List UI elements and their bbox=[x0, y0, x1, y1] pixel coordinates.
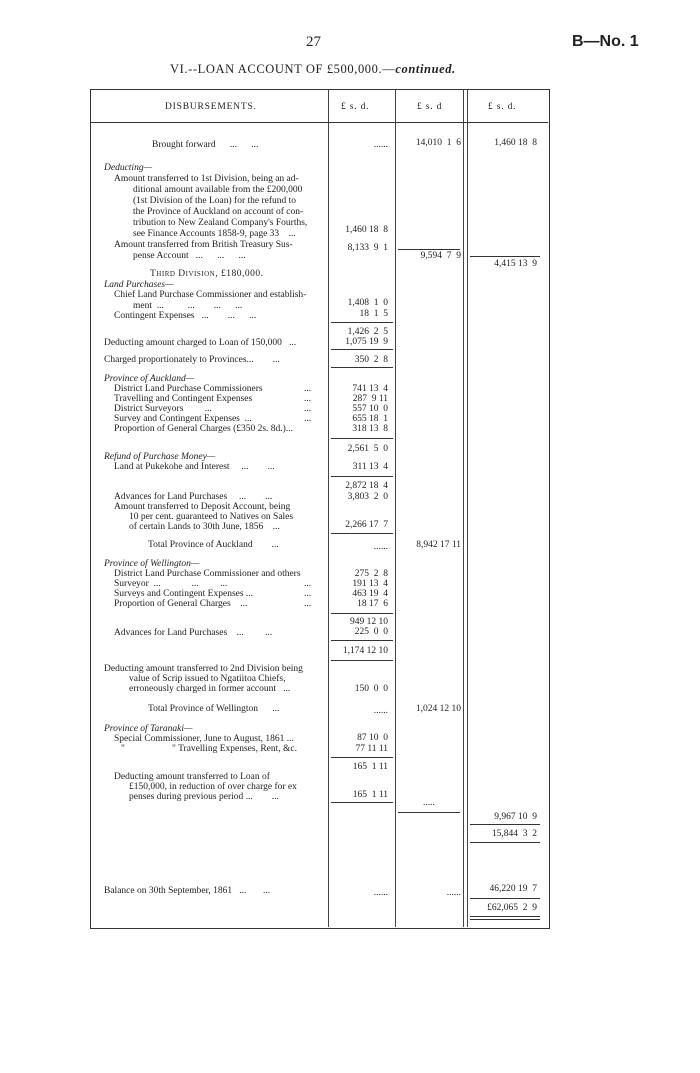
cell-value: 318 13 8 bbox=[352, 424, 388, 434]
row-label: Advances for Land Purchases ... ... bbox=[114, 492, 273, 502]
row-label: Deducting amount charged to Loan of 150,000 ... bbox=[104, 338, 297, 348]
sum-rule bbox=[470, 824, 540, 825]
row-label: tribution to New Zealand Company's Fourths, bbox=[133, 218, 308, 228]
row-label: Special Commissioner, June to August, 1861 ... bbox=[114, 734, 294, 744]
header-lsd: £ s. d. bbox=[341, 102, 370, 112]
division-heading: Third Division, £180,000. bbox=[150, 269, 264, 279]
cell-value: 2,266 17 7 bbox=[345, 520, 388, 530]
cell-value: 557 10 0 bbox=[352, 404, 388, 414]
section-heading: Deducting— bbox=[104, 163, 153, 173]
row-label: Land at Pukekohe and Interest ... ... bbox=[114, 462, 275, 472]
cell-value: 4,415 13 9 bbox=[494, 259, 537, 269]
row-label: District Land Purchase Commissioner and others bbox=[114, 569, 301, 579]
row-label: Survey and Contingent Expenses ... bbox=[114, 414, 252, 424]
cell-value: 463 19 4 bbox=[352, 589, 388, 599]
row-label: Balance on 30th September, 1861 ... ... bbox=[104, 886, 271, 896]
cell-value: 18 1 5 bbox=[359, 309, 388, 319]
column-rule bbox=[467, 89, 468, 927]
cell-value: 9,594 7 9 bbox=[420, 251, 461, 261]
sum-rule bbox=[331, 476, 393, 477]
row-label: Brought forward ... ... bbox=[152, 140, 259, 150]
cell-value: 87 10 0 bbox=[357, 733, 388, 743]
total-label: Total Province of Auckland ... bbox=[148, 540, 279, 550]
row-label: Charged proportionately to Provinces... ... bbox=[104, 355, 280, 365]
row-label: Surveys and Contingent Expenses ... bbox=[114, 589, 254, 599]
cell-value: 8,133 9 1 bbox=[347, 243, 388, 253]
header-rule bbox=[90, 122, 548, 123]
cell-value: 275 2 8 bbox=[354, 569, 388, 579]
row-label: erroneously charged in former account ... bbox=[129, 684, 291, 694]
cell-value: 165 1 11 bbox=[352, 762, 388, 772]
section-heading: Province of Auckland— bbox=[104, 374, 195, 384]
cell-value: ..... bbox=[423, 798, 435, 808]
sum-rule bbox=[331, 438, 393, 439]
cell-value: 191 13 4 bbox=[352, 579, 388, 589]
cell-value: 15,844 3 2 bbox=[491, 829, 537, 839]
cell-value: 46,220 19 7 bbox=[489, 884, 537, 894]
sum-rule bbox=[331, 660, 393, 661]
row-label: Travelling and Contingent Expenses bbox=[114, 394, 253, 404]
row-label: Deducting amount transferred to 2nd Division being bbox=[104, 664, 303, 674]
cell-value: 741 13 4 bbox=[352, 384, 388, 394]
cell-value: 1,460 18 8 bbox=[345, 225, 388, 235]
sum-rule bbox=[331, 349, 393, 350]
section-heading: Land Purchases— bbox=[104, 280, 174, 290]
sum-rule bbox=[331, 533, 393, 534]
page-title: VI.--LOAN ACCOUNT OF £500,000.—continued. bbox=[170, 62, 456, 76]
cell-value: 9,967 10 9 bbox=[494, 812, 537, 822]
cell-value: 1,426 2 5 bbox=[347, 327, 388, 337]
row-label: Advances for Land Purchases ... ... bbox=[114, 628, 273, 638]
cell-value: 287 9 11 bbox=[352, 394, 388, 404]
cell-value: 1,075 19 9 bbox=[345, 337, 388, 347]
total-label: Total Province of Wellington ... bbox=[148, 704, 280, 714]
ditto-mark: " bbox=[121, 744, 125, 754]
sum-rule bbox=[398, 812, 460, 813]
row-label: penses during previous period ... ... bbox=[129, 792, 279, 802]
row-label: of certain Lands to 30th June, 1856 ... bbox=[129, 522, 280, 532]
cell-value: ...... bbox=[446, 888, 461, 898]
column-rule bbox=[463, 89, 464, 927]
cell-value: ...... bbox=[373, 888, 388, 898]
cell-value: 77 11 11 bbox=[355, 744, 388, 754]
sum-rule bbox=[398, 249, 460, 250]
cell-value: 8,942 17 11 bbox=[416, 540, 461, 550]
cell-value: 225 0 0 bbox=[354, 627, 388, 637]
cell-value: 18 17 6 bbox=[357, 599, 388, 609]
row-label: Chief Land Purchase Commissioner and establish- bbox=[114, 290, 307, 300]
cell-value: ...... bbox=[373, 542, 388, 552]
sum-rule bbox=[331, 322, 393, 323]
sum-rule bbox=[331, 367, 393, 368]
row-label: Amount transferred to 1st Division, being an ad- bbox=[114, 174, 299, 184]
sum-rule bbox=[470, 842, 540, 843]
row-label: value of Scrip issued to Ngatiitoa Chiefs, bbox=[129, 674, 286, 684]
grand-total: £62,065 2 9 bbox=[487, 903, 537, 913]
row-label: pense Account ... ... ... bbox=[133, 251, 246, 261]
section-heading: Province of Taranaki— bbox=[104, 724, 193, 734]
row-label: the Province of Auckland on account of con- bbox=[133, 207, 304, 217]
double-rule bbox=[470, 916, 540, 920]
cell-value: 165 1 11 bbox=[352, 790, 388, 800]
row-label: (1st Division of the Loan) for the refund to bbox=[133, 196, 297, 206]
row-label: 10 per cent. guaranteed to Natives on Sales bbox=[129, 512, 294, 522]
sum-rule bbox=[331, 640, 393, 641]
cell-value: 1,024 12 10 bbox=[415, 704, 461, 714]
cell-value: ...... bbox=[373, 706, 388, 716]
row-label: Proportion of General Charges ... bbox=[114, 599, 248, 609]
row-label: Proportion of General Charges (£350 2s. 8d.)... bbox=[114, 424, 293, 434]
cell-value: 1,460 18 8 bbox=[494, 138, 537, 148]
row-label: Contingent Expenses ... ... ... bbox=[114, 311, 257, 321]
row-label: see Finance Accounts 1858-9, page 33 ... bbox=[133, 229, 296, 239]
header-lsd: £ s. d. bbox=[488, 102, 517, 112]
row-label: Amount transferred from British Treasury Sus- bbox=[114, 240, 293, 250]
sum-rule bbox=[470, 256, 540, 257]
column-rule bbox=[328, 89, 329, 927]
cell-value: 311 13 4 bbox=[352, 462, 388, 472]
page-number: 27 bbox=[306, 34, 321, 50]
sum-rule bbox=[470, 898, 540, 899]
cell-value: 1,408 1 0 bbox=[347, 298, 388, 308]
cell-value: 1,174 12 10 bbox=[342, 646, 388, 656]
cell-value: 2,561 5 0 bbox=[347, 444, 388, 454]
cell-value: 150 0 0 bbox=[354, 684, 388, 694]
section-heading: Refund of Purchase Money— bbox=[104, 452, 216, 462]
cell-value: 350 2 8 bbox=[354, 355, 388, 365]
cell-value: 655 18 1 bbox=[352, 414, 388, 424]
sum-rule bbox=[331, 613, 393, 614]
header-disbursements: DISBURSEMENTS. bbox=[165, 102, 257, 112]
header-lsd: £ s. d bbox=[417, 102, 443, 112]
sum-rule bbox=[331, 802, 393, 803]
row-label: Deducting amount transferred to Loan of bbox=[114, 772, 270, 782]
sum-rule bbox=[331, 757, 393, 758]
row-label: " Travelling Expenses, Rent, &c. bbox=[172, 744, 297, 754]
row-label: District Land Purchase Commissioners bbox=[114, 384, 263, 394]
row-label: Amount transferred to Deposit Account, being bbox=[114, 502, 291, 512]
cell-value: 2,872 18 4 bbox=[345, 481, 388, 491]
row-label: ditional amount available from the £200,000 bbox=[133, 185, 303, 195]
cell-value: 14,010 1 6 bbox=[415, 138, 461, 148]
cell-value: ...... bbox=[373, 140, 388, 150]
row-label: ment ... ... ... ... bbox=[133, 301, 243, 311]
cell-value: 3,803 2 0 bbox=[347, 492, 388, 502]
row-label: £150,000, in reduction of over charge for ex bbox=[129, 782, 297, 792]
section-heading: Province of Wellington— bbox=[104, 559, 200, 569]
row-label: District Surveyors ... bbox=[114, 404, 212, 414]
document-reference: B—No. 1 bbox=[572, 33, 639, 50]
row-label: Surveyor ... ... ... bbox=[114, 579, 228, 589]
cell-value: 949 12 10 bbox=[350, 617, 388, 627]
column-rule bbox=[395, 89, 396, 927]
